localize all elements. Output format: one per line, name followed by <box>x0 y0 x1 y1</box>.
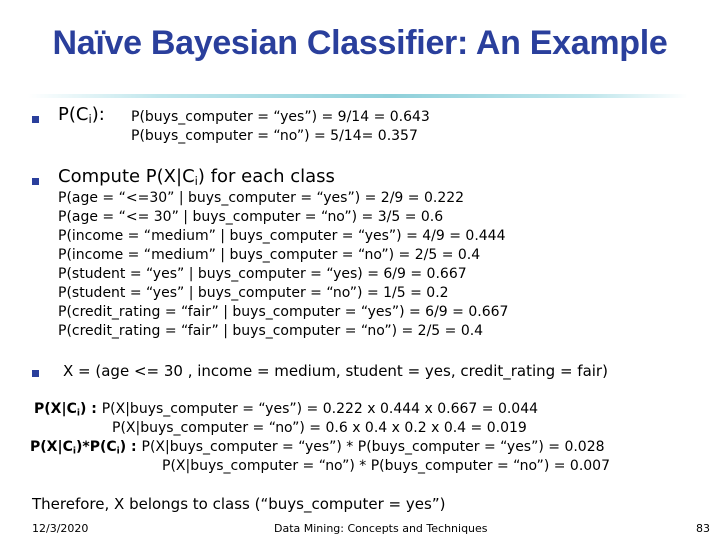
posterior-row: $P(X|C_i)*P(C_i)$ : P(X|buys_computer = “yes”) * P(buys_computer = “yes”) = 0.028 <box>30 439 605 457</box>
prior-yes-line: P(buys_computer = “yes”) = 9/14 = 0.643 <box>131 109 430 125</box>
likelihood-yes: P(X|buys_computer = “yes”) = 0.222 x 0.444 x 0.667 = 0.044 <box>101 401 539 417</box>
conditional-prob-line: P(age = “<= 30” | buys_computer = “no”) = 3/5 = 0.6 <box>58 209 444 225</box>
title-underline <box>28 94 688 98</box>
footer-source: Data Mining: Concepts and Techniques <box>274 522 488 535</box>
slide-title: Naïve Bayesian Classifier: An Example <box>52 24 668 62</box>
posterior-yes: P(X|buys_computer = “yes”) * P(buys_computer = “yes”) = 0.028 <box>141 439 605 455</box>
conditional-prob-line: P(credit_rating = “fair” | buys_computer = “no”) = 2/5 = 0.4 <box>58 323 484 339</box>
conclusion: Therefore, X belongs to class (“buys_computer = yes”) <box>32 495 446 513</box>
conditional-prob-line: P(income = “medium” | buys_computer = “yes”) = 4/9 = 0.444 <box>58 228 506 244</box>
prior-label: $P(C_i)$: <box>58 104 105 126</box>
likelihood-row: $P(X|C_i)$ : P(X|buys_computer = “yes”) = 0.222 x 0.444 x 0.667 = 0.044 <box>34 401 539 419</box>
conditional-prob-line: P(student = “yes” | buys_computer = “yes) = 6/9 = 0.667 <box>58 266 467 282</box>
page-number: 83 <box>696 522 710 535</box>
x-definition: X = (age <= 30 , income = medium, student = yes, credit_rating = fair) <box>63 362 608 380</box>
bullet-marker <box>32 116 39 123</box>
footer-date: 12/3/2020 <box>32 522 89 535</box>
posterior-no: P(X|buys_computer = “no”) * P(buys_computer = “no”) = 0.007 <box>162 458 610 474</box>
conditional-prob-line: P(income = “medium” | buys_computer = “no”) = 2/5 = 0.4 <box>58 247 481 263</box>
conditional-prob-line: P(student = “yes” | buys_computer = “no”) = 1/5 = 0.2 <box>58 285 449 301</box>
compute-label: Compute $P(X|C_i)$ for each class <box>58 166 335 188</box>
bullet-marker <box>32 370 39 377</box>
bullet-marker <box>32 178 39 185</box>
likelihood-no: P(X|buys_computer = “no”) = 0.6 x 0.4 x 0.2 x 0.4 = 0.019 <box>112 420 527 436</box>
conditional-prob-line: P(age = “<=30” | buys_computer = “yes”) = 2/9 = 0.222 <box>58 190 465 206</box>
conditional-prob-line: P(credit_rating = “fair” | buys_computer = “yes”) = 6/9 = 0.667 <box>58 304 509 320</box>
prior-no-line: P(buys_computer = “no”) = 5/14= 0.357 <box>131 128 418 144</box>
